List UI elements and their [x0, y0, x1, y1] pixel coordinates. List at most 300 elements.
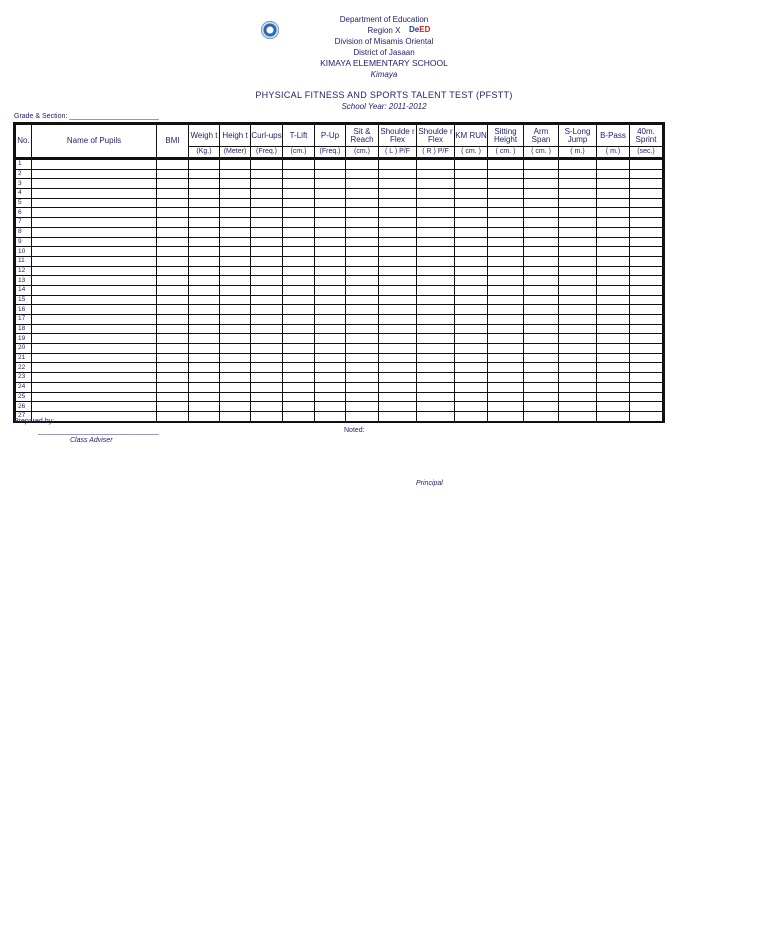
table-cell — [251, 373, 283, 383]
table-cell — [32, 256, 157, 266]
table-cell — [379, 189, 417, 199]
table-cell — [455, 198, 488, 208]
table-cell — [630, 247, 664, 257]
table-cell — [455, 208, 488, 218]
table-cell — [455, 227, 488, 237]
table-cell — [32, 392, 157, 402]
table-cell — [32, 189, 157, 199]
table-cell — [283, 276, 315, 286]
table-cell — [157, 344, 189, 354]
table-cell — [315, 324, 346, 334]
table-cell — [455, 363, 488, 373]
table-cell — [630, 198, 664, 208]
table-cell — [630, 324, 664, 334]
table-row — [15, 227, 664, 237]
table-cell — [597, 363, 630, 373]
table-cell — [220, 373, 251, 383]
table-row — [15, 392, 664, 402]
column-header: Weigh t — [189, 124, 220, 147]
table-cell — [417, 392, 455, 402]
table-cell — [283, 402, 315, 412]
table-cell — [157, 324, 189, 334]
table-cell — [251, 276, 283, 286]
table-cell — [417, 227, 455, 237]
column-header: P-Up — [315, 124, 346, 147]
table-cell — [455, 256, 488, 266]
table-cell — [157, 169, 189, 179]
table-cell — [220, 208, 251, 218]
table-cell — [597, 189, 630, 199]
table-cell — [379, 295, 417, 305]
row-number: 20 — [15, 344, 32, 354]
table-cell — [559, 237, 597, 247]
table-row — [15, 402, 664, 412]
table-cell — [455, 266, 488, 276]
table-cell — [455, 373, 488, 383]
table-cell — [283, 179, 315, 189]
table-cell — [379, 237, 417, 247]
table-cell — [630, 373, 664, 383]
table-cell — [32, 402, 157, 412]
table-cell — [630, 392, 664, 402]
row-number: 17 — [15, 315, 32, 325]
table-cell — [559, 315, 597, 325]
table-cell — [220, 344, 251, 354]
header-block — [0, 14, 768, 80]
table-cell — [597, 315, 630, 325]
table-cell — [597, 353, 630, 363]
header-department: Department of Education — [339, 15, 429, 24]
table-cell — [315, 315, 346, 325]
row-number: 27 — [15, 411, 32, 421]
table-cell — [251, 344, 283, 354]
table-cell — [346, 276, 379, 286]
table-cell — [251, 256, 283, 266]
table-cell — [157, 208, 189, 218]
table-cell — [488, 237, 524, 247]
table-cell — [488, 334, 524, 344]
table-cell — [32, 276, 157, 286]
table-cell — [157, 179, 189, 189]
table-cell — [417, 353, 455, 363]
table-cell — [524, 305, 559, 315]
table-cell — [597, 305, 630, 315]
table-cell — [315, 179, 346, 189]
row-number: 2 — [15, 169, 32, 179]
table-cell — [283, 189, 315, 199]
table-cell — [157, 276, 189, 286]
table-cell — [251, 305, 283, 315]
row-number: 25 — [15, 392, 32, 402]
column-header: Sitting Height — [488, 124, 524, 147]
table-cell — [417, 179, 455, 189]
table-cell — [488, 266, 524, 276]
table-cell — [417, 218, 455, 228]
table-cell — [455, 295, 488, 305]
table-cell — [157, 159, 189, 170]
table-cell — [315, 189, 346, 199]
row-number: 15 — [15, 295, 32, 305]
column-unit: ( cm. ) — [524, 147, 559, 159]
table-cell — [559, 363, 597, 373]
table-row — [15, 169, 664, 179]
table-cell — [32, 315, 157, 325]
table-cell — [417, 285, 455, 295]
table-cell — [455, 382, 488, 392]
table-cell — [189, 237, 220, 247]
header-district: District of Jasaan — [353, 48, 415, 57]
table-cell — [379, 227, 417, 237]
table-cell — [417, 295, 455, 305]
table-cell — [346, 247, 379, 257]
table-cell — [346, 402, 379, 412]
table-cell — [524, 237, 559, 247]
table-cell — [251, 189, 283, 199]
table-cell — [220, 276, 251, 286]
table-cell — [189, 179, 220, 189]
table-cell — [630, 256, 664, 266]
table-cell — [417, 402, 455, 412]
table-cell — [32, 198, 157, 208]
table-cell — [488, 256, 524, 266]
table-cell — [630, 344, 664, 354]
table-cell — [346, 334, 379, 344]
table-cell — [157, 373, 189, 383]
table-cell — [283, 315, 315, 325]
row-number: 26 — [15, 402, 32, 412]
column-unit: ( m.) — [597, 147, 630, 159]
table-cell — [189, 392, 220, 402]
table-cell — [379, 392, 417, 402]
column-header: KM RUN — [455, 124, 488, 147]
table-cell — [455, 392, 488, 402]
row-number: 12 — [15, 266, 32, 276]
table-cell — [379, 334, 417, 344]
table-cell — [189, 218, 220, 228]
page-title: PHYSICAL FITNESS AND SPORTS TALENT TEST (PFSTT) — [255, 90, 513, 100]
table-row — [15, 324, 664, 334]
table-cell — [379, 382, 417, 392]
table-row — [15, 208, 664, 218]
table-cell — [283, 353, 315, 363]
table-cell — [346, 363, 379, 373]
table-cell — [315, 198, 346, 208]
table-cell — [346, 179, 379, 189]
table-cell — [157, 315, 189, 325]
column-header: Shoulde r Flex — [417, 124, 455, 147]
table-cell — [488, 295, 524, 305]
table-cell — [488, 363, 524, 373]
table-cell — [455, 189, 488, 199]
table-cell — [417, 247, 455, 257]
table-cell — [524, 363, 559, 373]
table-cell — [189, 305, 220, 315]
table-cell — [559, 179, 597, 189]
table-cell — [488, 189, 524, 199]
row-number: 24 — [15, 382, 32, 392]
table-cell — [455, 344, 488, 354]
table-cell — [417, 363, 455, 373]
table-row — [15, 159, 664, 170]
table-cell — [488, 247, 524, 257]
table-cell — [597, 256, 630, 266]
table-cell — [630, 402, 664, 412]
table-cell — [315, 373, 346, 383]
column-unit: (cm.) — [283, 147, 315, 159]
table-cell — [315, 382, 346, 392]
table-cell — [417, 373, 455, 383]
table-cell — [220, 218, 251, 228]
table-cell — [346, 227, 379, 237]
table-cell — [283, 208, 315, 218]
table-row — [15, 266, 664, 276]
column-unit: ( R ) P/F — [417, 147, 455, 159]
table-cell — [455, 305, 488, 315]
table-cell — [379, 373, 417, 383]
table-cell — [417, 344, 455, 354]
table-cell — [32, 179, 157, 189]
table-cell — [630, 334, 664, 344]
table-cell — [379, 218, 417, 228]
table-cell — [157, 334, 189, 344]
table-cell — [559, 208, 597, 218]
row-number: 18 — [15, 324, 32, 334]
table-cell — [346, 169, 379, 179]
table-cell — [315, 305, 346, 315]
table-cell — [251, 247, 283, 257]
grade-section-field: Grade & Section: _______________________ — [14, 113, 159, 120]
table-cell — [220, 256, 251, 266]
table-cell — [189, 324, 220, 334]
table-cell — [379, 402, 417, 412]
table-cell — [417, 276, 455, 286]
table-cell — [379, 198, 417, 208]
table-cell — [189, 169, 220, 179]
table-cell — [283, 295, 315, 305]
column-header: T-Lift — [283, 124, 315, 147]
table-cell — [417, 198, 455, 208]
table-cell — [315, 392, 346, 402]
table-cell — [189, 382, 220, 392]
column-unit: (Freq.) — [251, 147, 283, 159]
table-cell — [417, 208, 455, 218]
table-cell — [379, 353, 417, 363]
table-cell — [379, 179, 417, 189]
table-cell — [220, 179, 251, 189]
table-cell — [251, 169, 283, 179]
table-cell — [559, 285, 597, 295]
column-unit: (Kg.) — [189, 147, 220, 159]
table-row — [15, 373, 664, 383]
table-cell — [630, 208, 664, 218]
table-cell — [455, 315, 488, 325]
table-cell — [220, 198, 251, 208]
table-cell — [559, 218, 597, 228]
column-header: BMI — [157, 124, 189, 159]
table-cell — [379, 305, 417, 315]
table-cell — [559, 402, 597, 412]
header-school: KIMAYA ELEMENTARY SCHOOL — [320, 58, 448, 68]
deped-logo: DeED — [409, 25, 431, 34]
table-cell — [559, 382, 597, 392]
table-cell — [630, 295, 664, 305]
row-number: 7 — [15, 218, 32, 228]
table-cell — [417, 237, 455, 247]
table-row — [15, 189, 664, 199]
table-cell — [559, 266, 597, 276]
table-cell — [488, 344, 524, 354]
table-cell — [32, 353, 157, 363]
table-cell — [559, 159, 597, 170]
table-cell — [251, 266, 283, 276]
table-cell — [417, 169, 455, 179]
table-cell — [157, 402, 189, 412]
table-cell — [488, 208, 524, 218]
table-cell — [488, 305, 524, 315]
table-cell — [157, 392, 189, 402]
table-cell — [32, 169, 157, 179]
table-cell — [488, 285, 524, 295]
table-cell — [251, 324, 283, 334]
table-cell — [283, 227, 315, 237]
table-cell — [379, 285, 417, 295]
row-number: 3 — [15, 179, 32, 189]
table-cell — [379, 256, 417, 266]
table-cell — [189, 315, 220, 325]
table-cell — [251, 392, 283, 402]
table-cell — [559, 305, 597, 315]
table-cell — [189, 373, 220, 383]
row-number: 19 — [15, 334, 32, 344]
table-cell — [524, 169, 559, 179]
table-cell — [524, 256, 559, 266]
table-cell — [455, 159, 488, 170]
table-cell — [32, 295, 157, 305]
column-unit: ( cm. ) — [488, 147, 524, 159]
table-cell — [251, 411, 283, 421]
table-cell — [630, 285, 664, 295]
row-number: 5 — [15, 198, 32, 208]
table-cell — [488, 169, 524, 179]
table-cell — [251, 208, 283, 218]
table-cell — [455, 353, 488, 363]
table-cell — [488, 198, 524, 208]
adviser-signature-line: _______________________________ — [38, 428, 159, 435]
table-cell — [220, 363, 251, 373]
table-cell — [630, 227, 664, 237]
table-cell — [524, 382, 559, 392]
column-header: Sit & Reach — [346, 124, 379, 147]
table-cell — [220, 334, 251, 344]
table-cell — [189, 363, 220, 373]
table-cell — [220, 169, 251, 179]
table-cell — [417, 159, 455, 170]
table-cell — [315, 218, 346, 228]
table-cell — [315, 363, 346, 373]
table-cell — [157, 305, 189, 315]
column-header: Arm Span — [524, 124, 559, 147]
table-cell — [455, 169, 488, 179]
table-cell — [524, 266, 559, 276]
table-cell — [559, 411, 597, 421]
table-cell — [630, 169, 664, 179]
table-row — [15, 285, 664, 295]
table-cell — [157, 227, 189, 237]
table-cell — [524, 411, 559, 421]
row-number: 11 — [15, 256, 32, 266]
table-cell — [32, 285, 157, 295]
table-cell — [283, 266, 315, 276]
table-cell — [379, 363, 417, 373]
column-unit: (Meter) — [220, 147, 251, 159]
prepared-by-label: Prepared by: — [14, 418, 55, 425]
table-cell — [189, 334, 220, 344]
table-cell — [220, 247, 251, 257]
table-cell — [283, 159, 315, 170]
table-cell — [346, 315, 379, 325]
table-cell — [251, 363, 283, 373]
class-adviser-label: Class Adviser — [70, 437, 113, 444]
table-cell — [379, 208, 417, 218]
table-row — [15, 363, 664, 373]
table-cell — [488, 411, 524, 421]
table-cell — [379, 159, 417, 170]
table-cell — [189, 256, 220, 266]
column-unit: (cm.) — [346, 147, 379, 159]
table-cell — [379, 169, 417, 179]
table-cell — [597, 247, 630, 257]
table-cell — [251, 334, 283, 344]
table-cell — [630, 363, 664, 373]
row-number: 10 — [15, 247, 32, 257]
table-cell — [455, 324, 488, 334]
table-cell — [283, 373, 315, 383]
table-cell — [346, 266, 379, 276]
table-cell — [630, 276, 664, 286]
table-cell — [157, 198, 189, 208]
table-cell — [630, 353, 664, 363]
header-location: Kimaya — [370, 70, 398, 79]
table-cell — [455, 411, 488, 421]
table-cell — [315, 159, 346, 170]
table-cell — [559, 373, 597, 383]
table-cell — [283, 344, 315, 354]
table-row — [15, 305, 664, 315]
table-cell — [524, 373, 559, 383]
table-cell — [597, 373, 630, 383]
table-cell — [283, 237, 315, 247]
column-header: No. — [15, 124, 32, 159]
table-cell — [189, 189, 220, 199]
table-cell — [315, 295, 346, 305]
table-cell — [630, 159, 664, 170]
row-number: 23 — [15, 373, 32, 383]
table-cell — [283, 363, 315, 373]
table-cell — [524, 159, 559, 170]
table-cell — [597, 237, 630, 247]
table-cell — [346, 285, 379, 295]
table-cell — [189, 227, 220, 237]
table-cell — [524, 276, 559, 286]
table-cell — [32, 237, 157, 247]
table-cell — [283, 218, 315, 228]
table-cell — [346, 189, 379, 199]
table-cell — [157, 353, 189, 363]
table-cell — [251, 295, 283, 305]
table-cell — [189, 402, 220, 412]
table-cell — [315, 276, 346, 286]
table-cell — [189, 276, 220, 286]
